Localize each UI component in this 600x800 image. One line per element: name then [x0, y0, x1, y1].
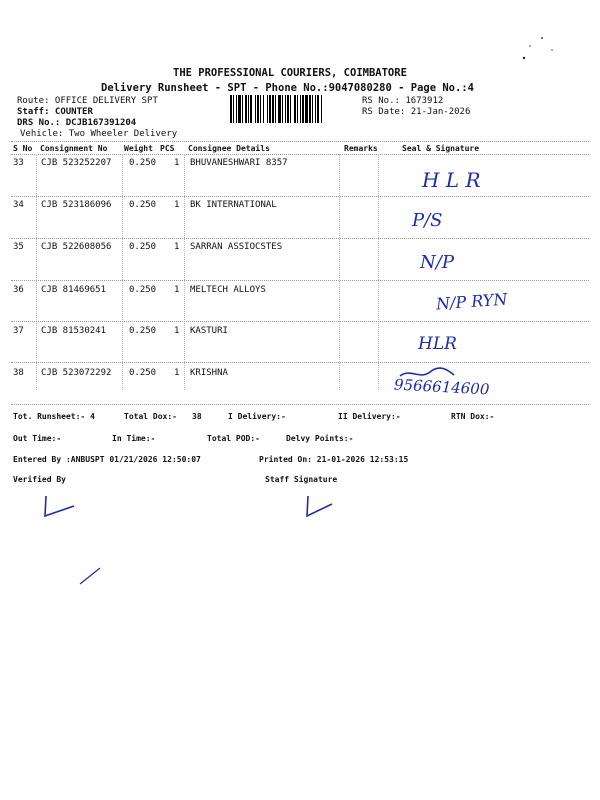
col-header-sno: S No — [13, 144, 33, 153]
col-header-remarks: Remarks — [344, 144, 378, 153]
vehicle-label: Vehicle: Two Wheeler Delivery — [20, 129, 178, 139]
col-separator — [378, 154, 379, 390]
rs-number: RS No.: 1673912 — [362, 96, 444, 106]
drs-number: DRS No.: DCJB167391204 — [17, 118, 137, 128]
col-separator — [184, 154, 185, 390]
i-delivery: I Delivery:- — [228, 412, 286, 421]
row-pcs: 1 — [174, 242, 180, 252]
col-separator — [36, 154, 37, 390]
row-sno: 37 — [13, 326, 24, 336]
row-pcs: 1 — [174, 326, 180, 336]
row-signature: H L R — [422, 168, 481, 192]
printed-on: Printed On: 21-01-2026 12:53:15 — [259, 455, 409, 464]
rs-date: RS Date: 21-Jan-2026 — [362, 107, 471, 117]
row-signature: N/P RYN — [435, 289, 508, 314]
table-header-rule — [11, 154, 589, 155]
total-dox-value: 38 — [192, 412, 202, 421]
col-separator — [339, 154, 340, 390]
pen-stroke — [78, 566, 104, 590]
col-header-pcs: PCS — [160, 144, 175, 153]
col-header-consignee: Consignee Details — [188, 144, 270, 153]
row-weight: 0.250 — [129, 200, 157, 210]
col-separator — [122, 154, 123, 390]
staff-signature-label: Staff Signature — [265, 475, 338, 484]
row-sno: 34 — [13, 200, 24, 210]
row-signature: P/S — [412, 210, 443, 231]
row-rule — [11, 362, 589, 363]
table-top-rule — [11, 141, 589, 142]
row-weight: 0.250 — [129, 326, 157, 336]
verified-by-label: Verified By — [13, 475, 66, 484]
row-weight: 0.250 — [129, 242, 157, 252]
staff-label: Staff: COUNTER — [17, 107, 93, 117]
row-pcs: 1 — [174, 158, 180, 168]
total-dox-label: Total Dox:- — [124, 412, 177, 421]
row-consignment: CJB 523252207 — [41, 158, 112, 168]
row-consignee: KASTURI — [190, 326, 228, 336]
scan-specks — [500, 30, 560, 74]
row-sno: 35 — [13, 242, 24, 252]
row-rule — [11, 196, 589, 197]
runsheet-title: Delivery Runsheet - SPT - Phone No.:9047080280 - Page No.:4 — [101, 82, 474, 94]
row-consignee: BHUVANESHWARI 8357 — [190, 158, 288, 168]
row-consignee: KRISHNA — [190, 368, 228, 378]
in-time: In Time:- — [112, 434, 156, 443]
row-weight: 0.250 — [129, 368, 157, 378]
col-header-weight: Weight — [124, 144, 153, 153]
row-consignment: CJB 81469651 — [41, 285, 107, 295]
verified-signature-mark — [40, 494, 80, 524]
col-header-consignment: Consignment No — [40, 144, 108, 153]
route-label: Route: OFFICE DELIVERY SPT — [17, 96, 158, 106]
row-sno: 36 — [13, 285, 24, 295]
table-bottom-rule — [11, 404, 589, 405]
row-pcs: 1 — [174, 200, 180, 210]
barcode-image — [230, 95, 358, 123]
row-weight: 0.250 — [129, 285, 157, 295]
row-signature: N/P — [420, 252, 454, 273]
company-title: THE PROFESSIONAL COURIERS, COIMBATORE — [173, 67, 407, 79]
row-signature: HLR — [418, 334, 457, 354]
rtn-dox: RTN Dox:- — [451, 412, 495, 421]
row-consignee: SARRAN ASSIOCSTES — [190, 242, 283, 252]
row-consignment: CJB 81530241 — [41, 326, 107, 336]
row-rule — [11, 321, 589, 322]
staff-signature-mark — [302, 494, 342, 524]
col-header-signature: Seal & Signature — [402, 144, 480, 153]
delvy-points: Delvy Points:- — [286, 434, 354, 443]
strikeout-scribble — [398, 366, 458, 386]
row-signature: 9566614600 — [393, 375, 490, 399]
row-consignment: CJB 523072292 — [41, 368, 112, 378]
row-consignment: CJB 522608056 — [41, 242, 112, 252]
row-weight: 0.250 — [129, 158, 157, 168]
tot-runsheet: Tot. Runsheet:- 4 — [13, 412, 95, 421]
row-consignee: BK INTERNATIONAL — [190, 200, 277, 210]
row-pcs: 1 — [174, 285, 180, 295]
ii-delivery: II Delivery:- — [338, 412, 401, 421]
row-sno: 38 — [13, 368, 24, 378]
row-consignment: CJB 523186096 — [41, 200, 112, 210]
row-pcs: 1 — [174, 368, 180, 378]
row-rule — [11, 238, 589, 239]
row-sno: 33 — [13, 158, 24, 168]
row-rule — [11, 280, 589, 281]
total-pod: Total POD:- — [207, 434, 260, 443]
entered-by: Entered By :ANBUSPT 01/21/2026 12:50:07 — [13, 455, 201, 464]
row-consignee: MELTECH ALLOYS — [190, 285, 266, 295]
out-time: Out Time:- — [13, 434, 62, 443]
